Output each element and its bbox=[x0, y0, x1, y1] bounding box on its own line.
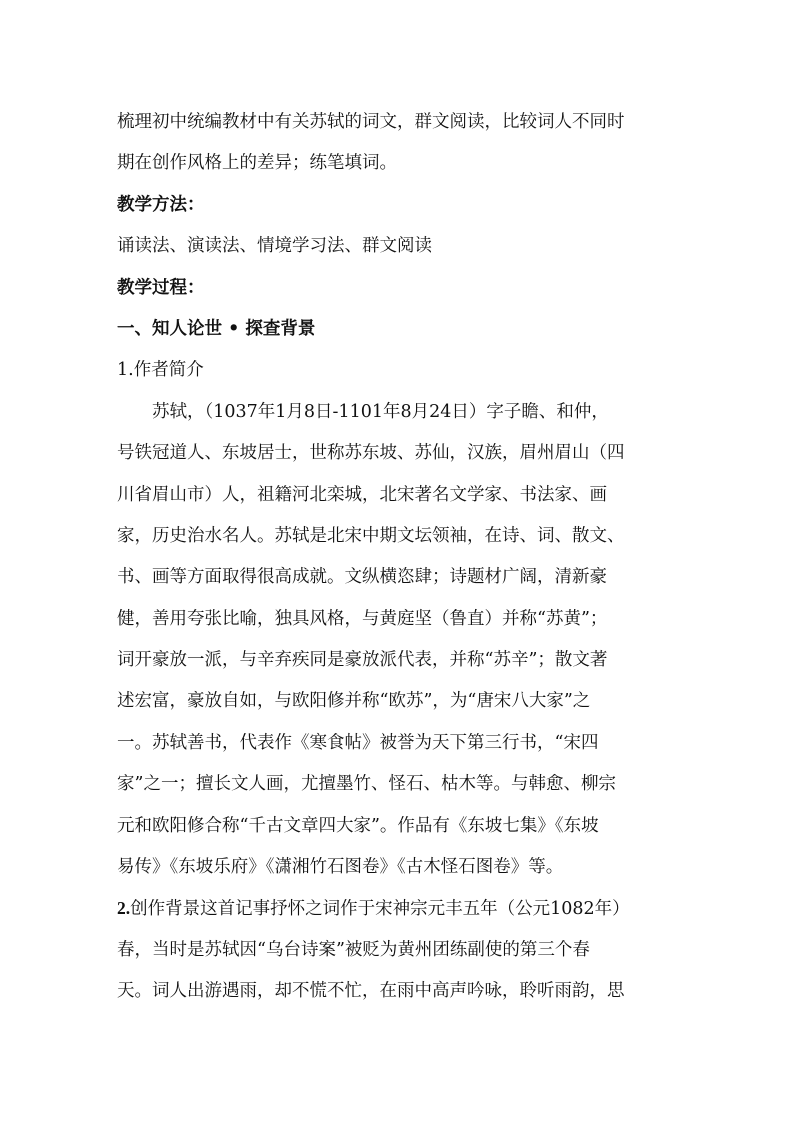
methods-heading: 教学方法： bbox=[117, 194, 205, 215]
background-first-line: 创作背景这首记事抒怀之词作于宋神宗元丰五年（公元1082年） bbox=[130, 899, 630, 920]
bio-line-12: 易传》《东坡乐府》《潇湘竹石图卷》《古木怪石图卷》等。 bbox=[117, 857, 564, 878]
subsection1-heading: 1.作者简介 bbox=[117, 360, 204, 381]
background-number: 2. bbox=[117, 898, 131, 919]
methods-text: 诵读法、演读法、情境学习法、群文阅读 bbox=[117, 236, 432, 257]
bio-line-9: 一。苏轼善书，代表作《寒食帖》被誉为天下第三行书，“宋四 bbox=[117, 732, 599, 753]
intro-line-2: 期在创作风格上的差异；练笔填词。 bbox=[117, 153, 397, 174]
bio-line-3: 川省眉山市）人，祖籍河北栾城，北宋著名文学家、书法家、画 bbox=[117, 484, 607, 505]
bio-line-1: 苏轼，（1037年1月8日-1101年8月24日）字子瞻、和仲， bbox=[152, 401, 609, 422]
bio-line-7: 词开豪放一派，与辛弃疾同是豪放派代表，并称“苏辛”；散文著 bbox=[117, 650, 608, 671]
document-page bbox=[117, 102, 677, 1013]
bio-line-2: 号铁冠道人、东坡居士，世称苏东坡、苏仙，汉族，眉州眉山（四 bbox=[117, 443, 625, 464]
bio-line-6: 健，善用夸张比喻，独具风格，与黄庭坚（鲁直）并称“苏黄”； bbox=[117, 608, 608, 629]
process-heading: 教学过程： bbox=[117, 277, 205, 298]
background-line-2: 春，当时是苏轼因“乌台诗案”被贬为黄州团练副使的第三个春 bbox=[117, 939, 590, 960]
intro-line-1: 梳理初中统编教材中有关苏轼的词文，群文阅读，比较词人不同时 bbox=[117, 112, 625, 132]
bio-line-5: 书、画等方面取得很高成就。文纵横恣肆；诗题材广阔，清新豪 bbox=[117, 567, 607, 588]
bio-line-8: 述宏富，豪放自如，与欧阳修并称“欧苏”，为“唐宋八大家”之 bbox=[117, 691, 591, 712]
background-line-1 bbox=[117, 888, 677, 929]
section1-heading: 一、知人论世 • 探查背景 bbox=[117, 318, 316, 339]
bio-line-10: 家”之一；擅长文人画，尤擅墨竹、怪石、枯木等。与韩愈、柳宗 bbox=[117, 774, 616, 795]
bio-line-11: 元和欧阳修合称“千古文章四大家”。作品有《东坡七集》《东坡 bbox=[117, 815, 599, 836]
bio-line-4: 家，历史治水名人。苏轼是北宋中期文坛领袖，在诗、词、散文、 bbox=[117, 525, 625, 546]
background-line-3: 天。词人出游遇雨，却不慌不忙，在雨中高声吟咏，聆听雨韵，思 bbox=[117, 981, 625, 1002]
